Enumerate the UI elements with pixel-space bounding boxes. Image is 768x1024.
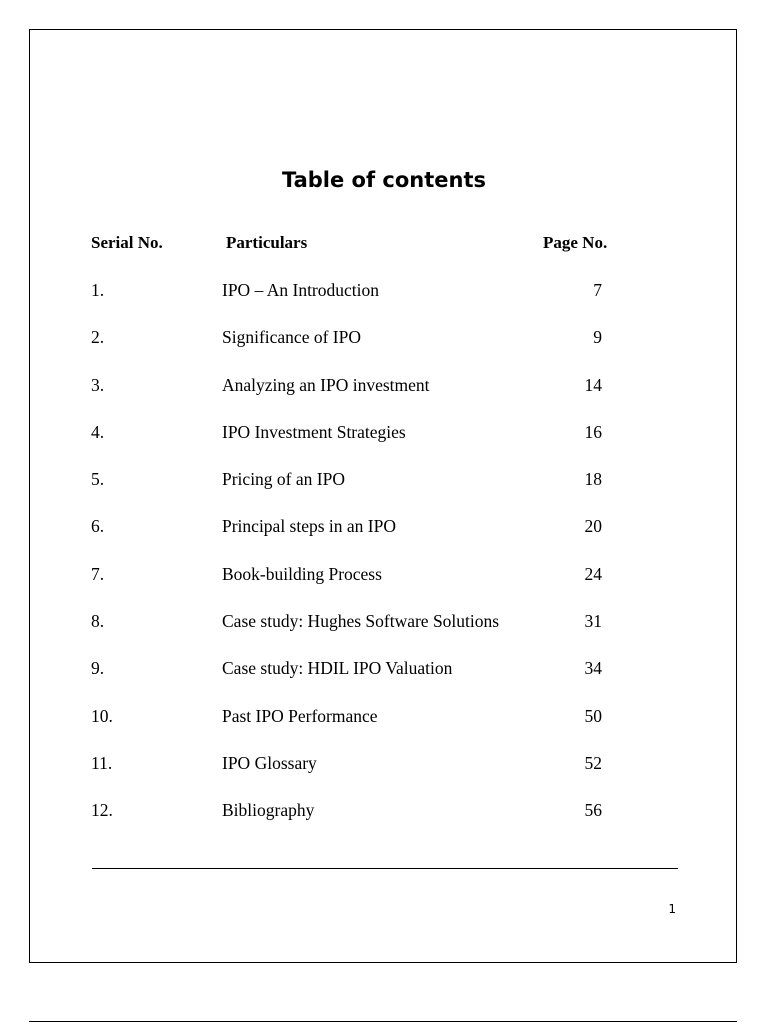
toc-serial: 10. bbox=[91, 705, 113, 726]
toc-particular: Past IPO Performance bbox=[222, 705, 378, 726]
header-page-no: Page No. bbox=[543, 233, 608, 252]
toc-page: 9 bbox=[593, 327, 602, 348]
toc-list bbox=[30, 280, 738, 848]
toc-page: 52 bbox=[584, 752, 602, 773]
header-serial-no: Serial No. bbox=[91, 233, 163, 252]
document-page bbox=[29, 29, 737, 963]
toc-serial: 6. bbox=[91, 516, 105, 537]
toc-page: 24 bbox=[584, 563, 602, 584]
toc-serial: 5. bbox=[91, 469, 105, 490]
toc-serial: 11. bbox=[91, 752, 113, 773]
toc-particular: Analyzing an IPO investment bbox=[222, 374, 430, 395]
toc-serial: 3. bbox=[91, 374, 105, 395]
toc-particular: Book-building Process bbox=[222, 563, 382, 584]
toc-particular: Case study: HDIL IPO Valuation bbox=[222, 658, 453, 679]
toc-particular: Case study: Hughes Software Solutions bbox=[222, 611, 500, 632]
toc-page: 34 bbox=[584, 658, 602, 679]
toc-page: 50 bbox=[584, 705, 602, 726]
toc-particular: Significance of IPO bbox=[222, 327, 361, 348]
toc-particular: IPO – An Introduction bbox=[222, 280, 380, 300]
toc-page: 20 bbox=[584, 516, 602, 537]
toc-particular: IPO Investment Strategies bbox=[222, 421, 406, 442]
toc-page: 14 bbox=[584, 374, 602, 395]
toc-row bbox=[30, 800, 738, 847]
toc-row bbox=[30, 422, 738, 469]
toc-row bbox=[30, 327, 738, 374]
page-number: 1 bbox=[668, 902, 676, 916]
toc-particular: IPO Glossary bbox=[222, 752, 317, 773]
toc-page: 7 bbox=[593, 280, 602, 300]
toc-particular: Principal steps in an IPO bbox=[222, 516, 397, 537]
toc-particular: Pricing of an IPO bbox=[222, 469, 345, 490]
toc-serial: 1. bbox=[91, 280, 105, 300]
toc-row bbox=[30, 706, 738, 753]
toc-row bbox=[30, 753, 738, 800]
toc-row bbox=[30, 280, 738, 327]
footer-rule bbox=[92, 868, 678, 869]
toc-particular: Bibliography bbox=[222, 800, 315, 821]
toc-row bbox=[30, 564, 738, 611]
header-particulars: Particulars bbox=[226, 233, 308, 252]
toc-page: 18 bbox=[584, 469, 602, 490]
toc-serial: 9. bbox=[91, 658, 105, 679]
toc-page: 16 bbox=[584, 421, 602, 442]
toc-row bbox=[30, 375, 738, 422]
toc-serial: 8. bbox=[91, 611, 105, 632]
toc-serial: 2. bbox=[91, 327, 105, 348]
toc-row bbox=[30, 658, 738, 705]
toc-serial: 12. bbox=[91, 800, 113, 821]
toc-row bbox=[30, 469, 738, 516]
toc-serial: 4. bbox=[91, 421, 105, 442]
page-title: Table of contents bbox=[281, 168, 487, 192]
toc-row bbox=[30, 611, 738, 658]
toc-row bbox=[30, 516, 738, 563]
toc-page: 31 bbox=[584, 611, 602, 632]
toc-serial: 7. bbox=[91, 563, 105, 584]
toc-page: 56 bbox=[584, 800, 602, 821]
next-page-edge bbox=[29, 1021, 737, 1022]
